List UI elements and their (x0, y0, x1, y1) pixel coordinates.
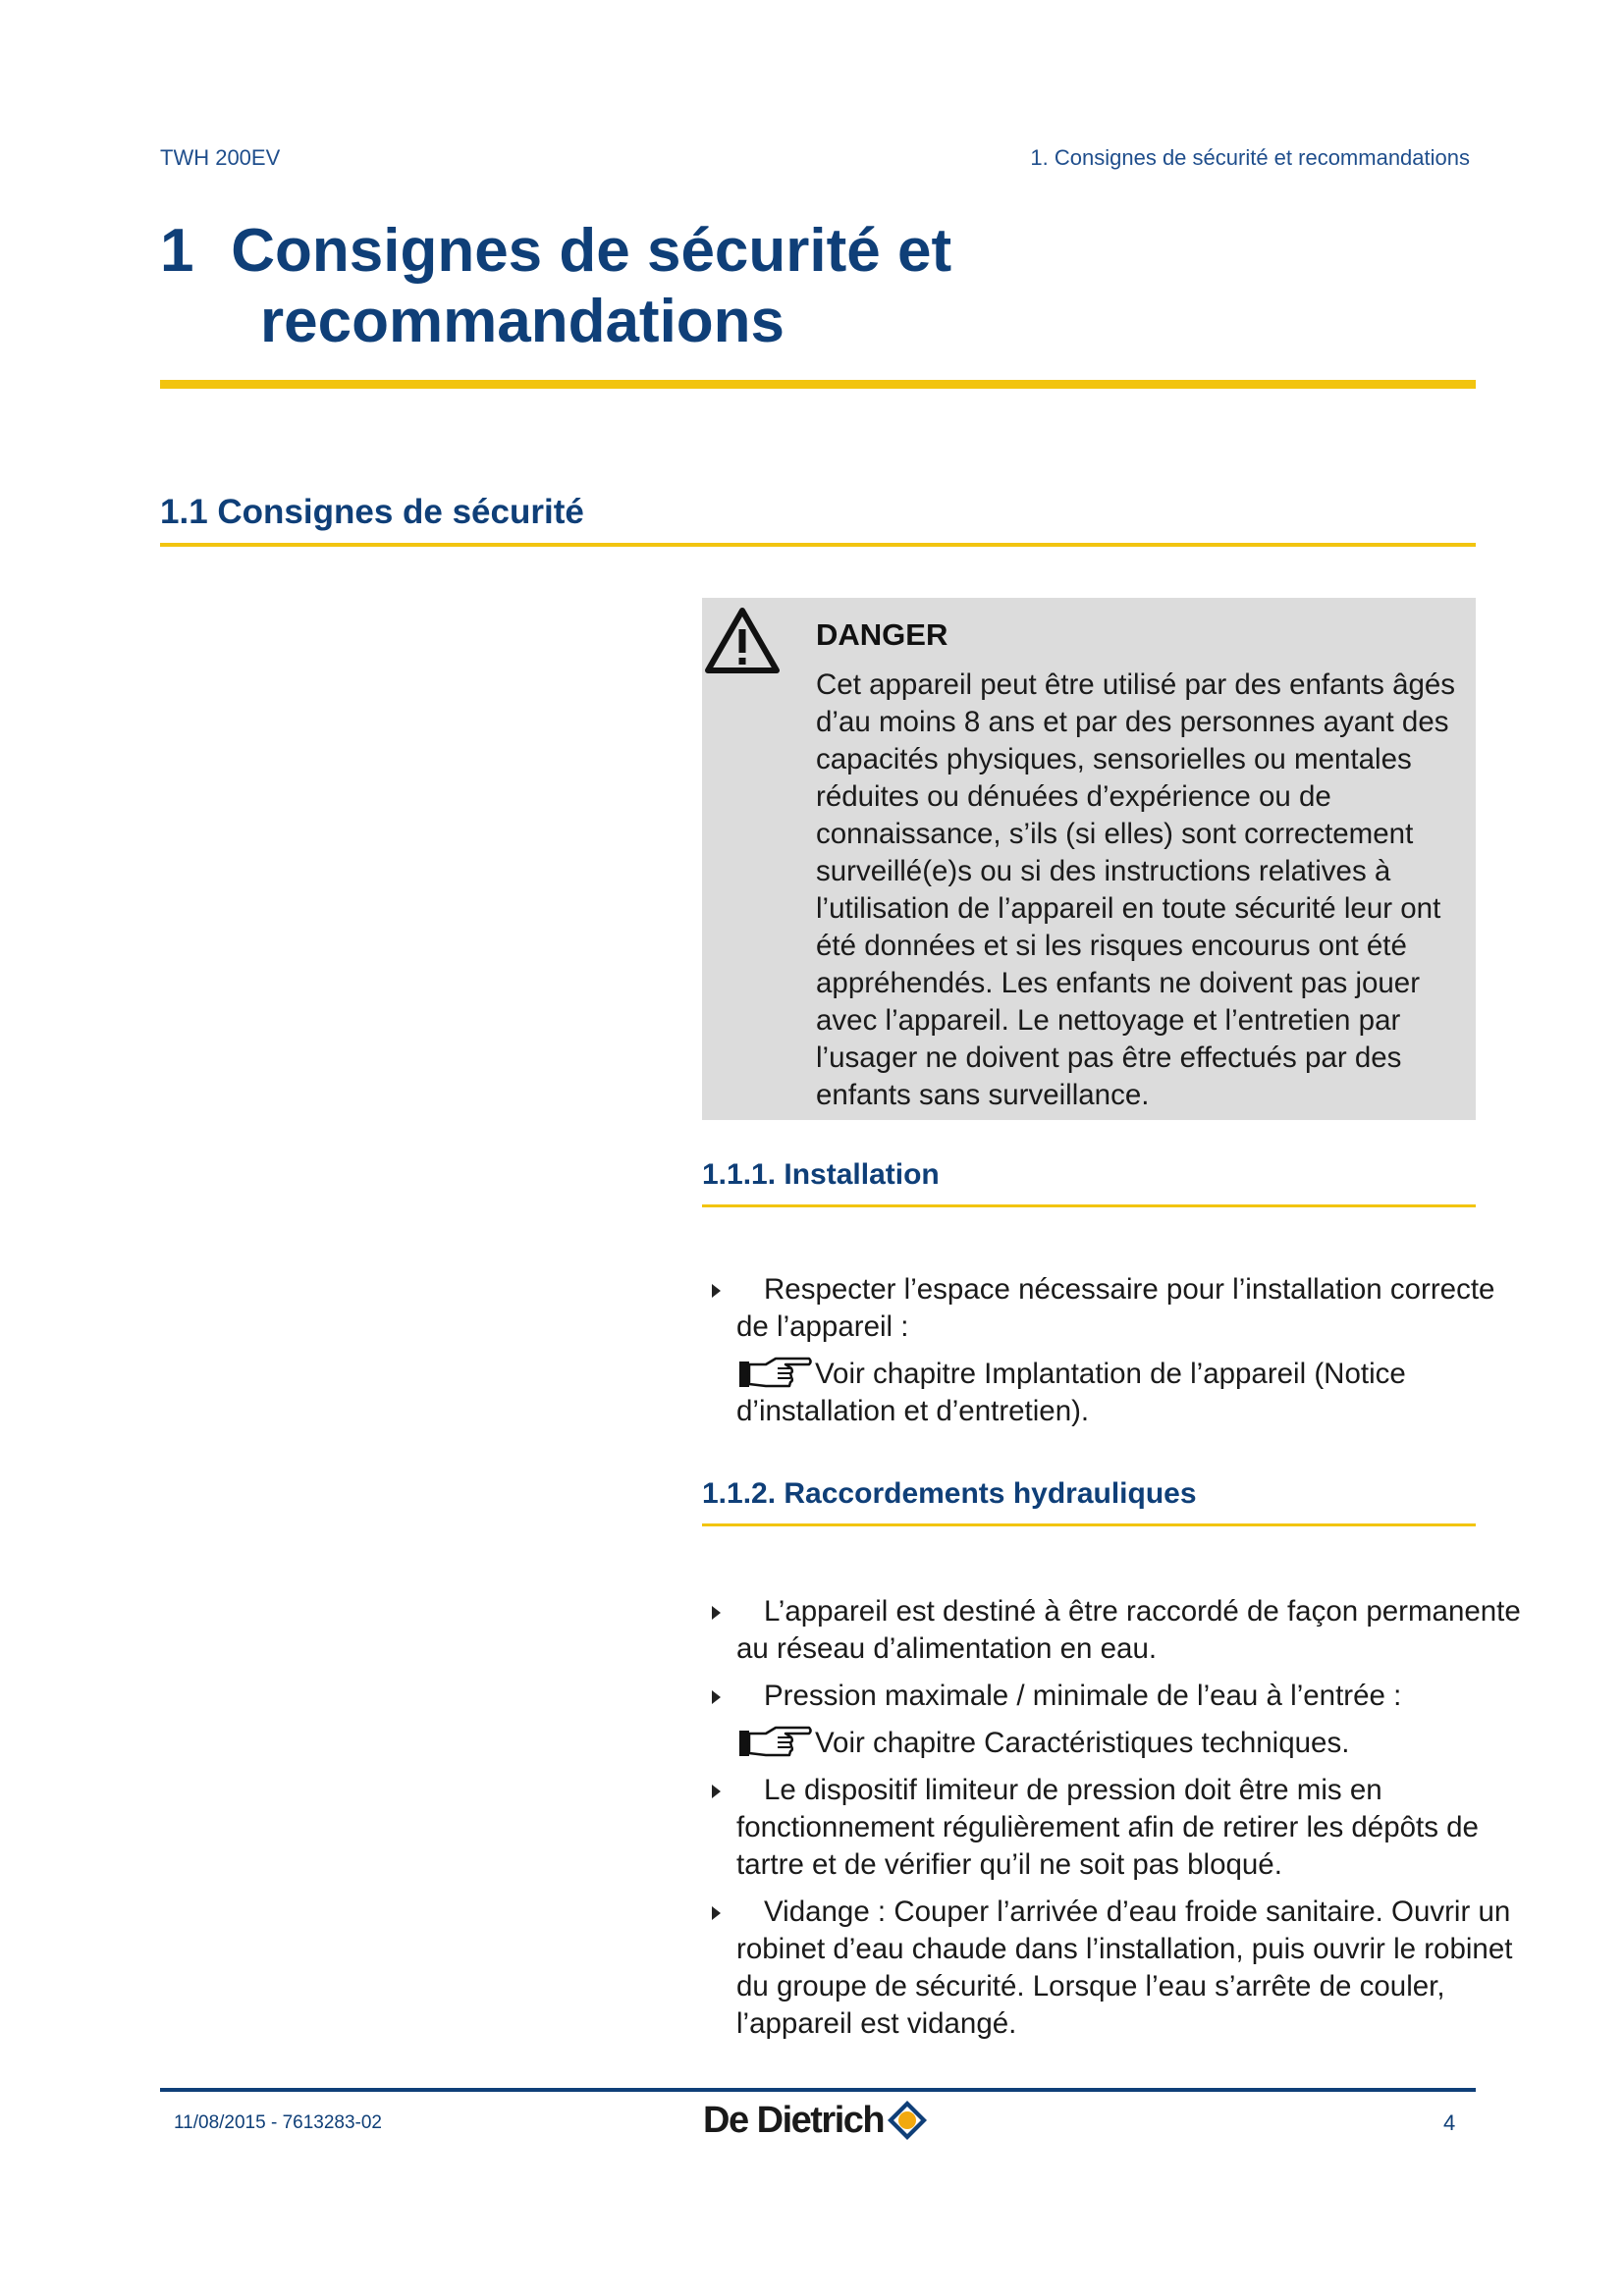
subsection-installation-title: 1.1.1. Installation (702, 1158, 940, 1191)
chapter-title (160, 216, 1476, 357)
bullet-arrow-icon (712, 1284, 721, 1298)
bullet-arrow-icon (712, 1906, 721, 1920)
list-item-text: Respecter l’espace nécessaire pour l’installation correcte de l’appareil : (736, 1273, 1495, 1343)
section-divider (160, 543, 1476, 547)
reference-item (702, 1356, 1527, 1430)
bullet-arrow-icon (712, 1606, 721, 1620)
subsection-hydraulics-divider (702, 1523, 1476, 1526)
chapter-title-line1: Consignes de sécurité et (231, 217, 952, 285)
footer-doc-ref: 11/08/2015 - 7613283-02 (174, 2112, 382, 2133)
chapter-number: 1 (160, 217, 194, 285)
chapter-title-line2: recommandations (260, 288, 785, 355)
list-item-text: Le dispositif limiteur de pression doit être mis en fonctionnement régulièrement afin de retirer les dépôts de tartre et de vérifier qu’il ne soit pas bloqué. (736, 1774, 1479, 1881)
chapter-divider (160, 380, 1476, 389)
hydraulics-list (702, 1593, 1527, 2053)
reference-text: Voir chapitre Implantation de l’appareil (Notice d’installation et d’entretien). (736, 1358, 1406, 1427)
list-item (702, 1271, 1527, 1346)
danger-title: DANGER (816, 617, 948, 652)
bullet-arrow-icon (712, 1785, 721, 1798)
list-item (702, 1894, 1527, 2043)
header-chapter-title: 1. Consignes de sécurité et recommandations (1030, 145, 1470, 170)
warning-triangle-icon (704, 606, 781, 674)
footer-divider (160, 2088, 1476, 2092)
danger-box (702, 598, 1476, 1120)
reference-item (702, 1725, 1527, 1762)
brand-diamond-icon (886, 2099, 929, 2142)
installation-list (702, 1271, 1527, 1440)
subsection-hydraulics-title: 1.1.2. Raccordements hydrauliques (702, 1477, 1197, 1510)
subsection-installation-divider (702, 1204, 1476, 1207)
page-number: 4 (1443, 2110, 1456, 2135)
brand-logo (703, 2095, 929, 2146)
list-item-text: Pression maximale / minimale de l’eau à l’entrée : (764, 1680, 1402, 1712)
reference-text: Voir chapitre Caractéristiques techniques. (815, 1727, 1350, 1759)
list-item-text: Vidange : Couper l’arrivée d’eau froide sanitaire. Ouvrir un robinet d’eau chaude dans l’installation, puis ouvrir le robinet du groupe de sécurité. Lorsque l’eau s’arrête de couler, l’appareil est vidangé. (736, 1896, 1513, 2040)
danger-text: Cet appareil peut être utilisé par des enfants âgés d’au moins 8 ans et par des personnes ayant des capacités physiques, sensorielles ou mentales réduites ou dénuées d’expérience ou de connaissance, s’ils (si elles) sont correctement surveillé(e)s ou si des instructions relatives à l’utilisation de l’appareil en toute sécurité leur ont été données et si les risques encourus ont été appréhendés. Les enfants ne doivent pas jouer avec l’appareil. Le nettoyage et l’entretien par l’usager ne doivent pas être effectués par des enfants sans surveillance. (816, 668, 1456, 1111)
header-doc-id: TWH 200EV (160, 145, 281, 170)
pointing-hand-icon (736, 1725, 813, 1760)
section-title: 1.1 Consignes de sécurité (160, 493, 584, 531)
list-item (702, 1593, 1527, 1668)
pointing-hand-icon (736, 1356, 813, 1391)
brand-name: De Dietrich (703, 2099, 885, 2141)
list-item (702, 1772, 1527, 1884)
list-item-text: L’appareil est destiné à être raccordé de façon permanente au réseau d’alimentation en eau. (736, 1595, 1521, 1665)
list-item (702, 1678, 1527, 1715)
bullet-arrow-icon (712, 1690, 721, 1704)
